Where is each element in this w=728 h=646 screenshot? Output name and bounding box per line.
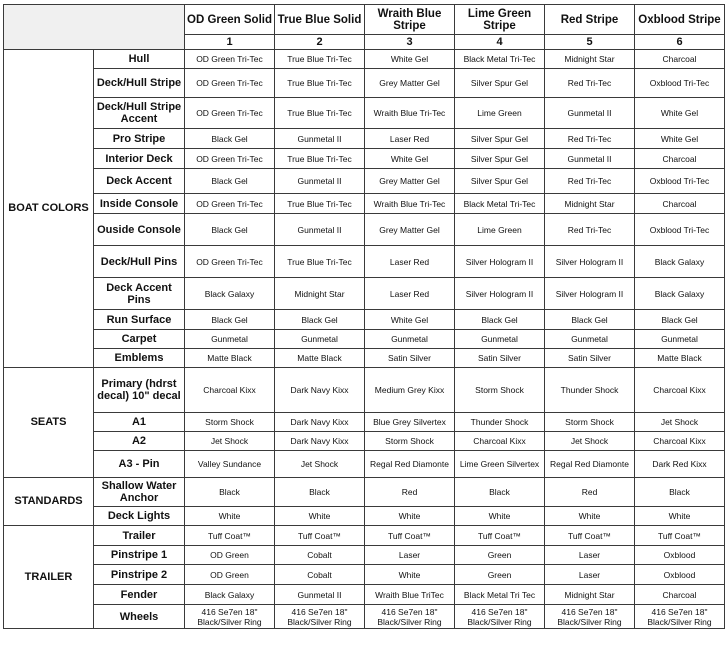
value-cell: Gunmetal II	[275, 129, 365, 149]
value-cell: Black	[455, 478, 545, 507]
row-label: A3 - Pin	[94, 451, 185, 478]
row-label: Pinstripe 2	[94, 565, 185, 585]
value-cell: True Blue Tri-Tec	[275, 69, 365, 98]
row-label: Deck/Hull Stripe	[94, 69, 185, 98]
value-cell: True Blue Tri-Tec	[275, 149, 365, 169]
value-cell: Wraith Blue Tri-Tec	[365, 194, 455, 214]
section-label: TRAILER	[4, 526, 94, 629]
value-cell: Regal Red Diamonte	[365, 451, 455, 478]
value-cell: Black Galaxy	[635, 246, 725, 278]
value-cell: Black Gel	[545, 310, 635, 330]
value-cell: Black Galaxy	[185, 585, 275, 605]
column-number: 6	[635, 35, 725, 50]
value-cell: Midnight Star	[545, 194, 635, 214]
value-cell: Charcoal Kixx	[635, 368, 725, 413]
value-cell: Dark Navy Kixx	[275, 368, 365, 413]
value-cell: Satin Silver	[545, 349, 635, 368]
row-label: Emblems	[94, 349, 185, 368]
value-cell: Jet Shock	[275, 451, 365, 478]
value-cell: Jet Shock	[185, 432, 275, 451]
value-cell: Tuff Coat™	[455, 526, 545, 546]
value-cell: Tuff Coat™	[365, 526, 455, 546]
value-cell: OD Green Tri-Tec	[185, 69, 275, 98]
value-cell: Lime Green	[455, 214, 545, 246]
row-label: Inside Console	[94, 194, 185, 214]
column-header: Red Stripe	[545, 5, 635, 35]
value-cell: Laser Red	[365, 278, 455, 310]
table-row	[4, 129, 725, 149]
row-label: Deck Accent	[94, 169, 185, 194]
value-cell: Grey Matter Gel	[365, 169, 455, 194]
value-cell: 416 Se7en 18" Black/Silver Ring	[365, 605, 455, 629]
value-cell: Oxblood	[635, 546, 725, 565]
row-label: Hull	[94, 50, 185, 69]
value-cell: Gunmetal	[185, 330, 275, 349]
table-row	[4, 310, 725, 330]
column-name-row	[4, 5, 725, 35]
value-cell: Red Tri-Tec	[545, 169, 635, 194]
value-cell: Midnight Star	[545, 50, 635, 69]
row-label: Ouside Console	[94, 214, 185, 246]
value-cell: Midnight Star	[275, 278, 365, 310]
value-cell: Dark Navy Kixx	[275, 432, 365, 451]
value-cell: Thunder Shock	[455, 413, 545, 432]
row-label: A2	[94, 432, 185, 451]
value-cell: Gunmetal	[455, 330, 545, 349]
value-cell: White	[455, 507, 545, 526]
value-cell: Laser Red	[365, 129, 455, 149]
value-cell: White	[185, 507, 275, 526]
value-cell: Black Metal Tri Tec	[455, 585, 545, 605]
row-label: Deck/Hull Pins	[94, 246, 185, 278]
value-cell: Storm Shock	[545, 413, 635, 432]
value-cell: Laser	[545, 546, 635, 565]
value-cell: Valley Sundance	[185, 451, 275, 478]
section-label: BOAT COLORS	[4, 50, 94, 368]
value-cell: White	[365, 507, 455, 526]
value-cell: Satin Silver	[365, 349, 455, 368]
value-cell: White	[365, 565, 455, 585]
value-cell: Charcoal	[635, 585, 725, 605]
value-cell: Silver Spur Gel	[455, 129, 545, 149]
value-cell: True Blue Tri-Tec	[275, 50, 365, 69]
value-cell: Black Gel	[635, 310, 725, 330]
value-cell: Jet Shock	[545, 432, 635, 451]
column-number: 4	[455, 35, 545, 50]
table-row	[4, 368, 725, 413]
table-row	[4, 451, 725, 478]
table-row	[4, 349, 725, 368]
column-header: Wraith Blue Stripe	[365, 5, 455, 35]
value-cell: Charcoal	[635, 194, 725, 214]
column-header: OD Green Solid	[185, 5, 275, 35]
column-header: Oxblood Stripe	[635, 5, 725, 35]
value-cell: Black Galaxy	[635, 278, 725, 310]
value-cell: White Gel	[635, 129, 725, 149]
value-cell: OD Green Tri-Tec	[185, 194, 275, 214]
value-cell: Silver Spur Gel	[455, 69, 545, 98]
table-row	[4, 278, 725, 310]
value-cell: Silver Hologram II	[545, 278, 635, 310]
value-cell: Charcoal Kixx	[635, 432, 725, 451]
value-cell: Green	[455, 565, 545, 585]
table-row	[4, 246, 725, 278]
value-cell: White	[275, 507, 365, 526]
row-label: Primary (hdrst decal) 10" decal	[94, 368, 185, 413]
value-cell: Red Tri-Tec	[545, 129, 635, 149]
header-corner	[4, 5, 185, 50]
value-cell: Silver Hologram II	[455, 246, 545, 278]
row-label: Interior Deck	[94, 149, 185, 169]
value-cell: Charcoal Kixx	[455, 432, 545, 451]
value-cell: Regal Red Diamonte	[545, 451, 635, 478]
value-cell: Satin Silver	[455, 349, 545, 368]
row-label: Deck Accent Pins	[94, 278, 185, 310]
value-cell: Lime Green	[455, 98, 545, 129]
value-cell: OD Green Tri-Tec	[185, 50, 275, 69]
table-row	[4, 330, 725, 349]
value-cell: Dark Navy Kixx	[275, 413, 365, 432]
column-number: 5	[545, 35, 635, 50]
value-cell: Grey Matter Gel	[365, 69, 455, 98]
table-row	[4, 69, 725, 98]
value-cell: Red	[545, 478, 635, 507]
value-cell: Silver Spur Gel	[455, 149, 545, 169]
value-cell: Black Gel	[185, 310, 275, 330]
value-cell: Matte Black	[635, 349, 725, 368]
value-cell: Wraith Blue Tri-Tec	[365, 98, 455, 129]
value-cell: Oxblood Tri-Tec	[635, 169, 725, 194]
value-cell: Cobalt	[275, 565, 365, 585]
value-cell: White	[545, 507, 635, 526]
value-cell: Black Metal Tri-Tec	[455, 50, 545, 69]
value-cell: Cobalt	[275, 546, 365, 565]
value-cell: Oxblood Tri-Tec	[635, 214, 725, 246]
value-cell: True Blue Tri-Tec	[275, 194, 365, 214]
value-cell: Gunmetal II	[545, 149, 635, 169]
value-cell: Charcoal	[635, 50, 725, 69]
row-label: Trailer	[94, 526, 185, 546]
value-cell: True Blue Tri-Tec	[275, 98, 365, 129]
value-cell: Storm Shock	[365, 432, 455, 451]
table-row	[4, 585, 725, 605]
value-cell: Laser Red	[365, 246, 455, 278]
row-label: Shallow Water Anchor	[94, 478, 185, 507]
column-header: True Blue Solid	[275, 5, 365, 35]
value-cell: Silver Hologram II	[455, 278, 545, 310]
row-label: A1	[94, 413, 185, 432]
value-cell: Gunmetal	[365, 330, 455, 349]
value-cell: Jet Shock	[635, 413, 725, 432]
value-cell: Grey Matter Gel	[365, 214, 455, 246]
value-cell: Charcoal Kixx	[185, 368, 275, 413]
value-cell: Storm Shock	[185, 413, 275, 432]
row-label: Carpet	[94, 330, 185, 349]
value-cell: Gunmetal II	[545, 98, 635, 129]
value-cell: Tuff Coat™	[275, 526, 365, 546]
value-cell: Black	[635, 478, 725, 507]
value-cell: Oxblood Tri-Tec	[635, 69, 725, 98]
value-cell: Dark Red Kixx	[635, 451, 725, 478]
row-label: Deck/Hull Stripe Accent	[94, 98, 185, 129]
value-cell: White	[635, 507, 725, 526]
column-header: Lime Green Stripe	[455, 5, 545, 35]
value-cell: Silver Spur Gel	[455, 169, 545, 194]
section-label: STANDARDS	[4, 478, 94, 526]
value-cell: Gunmetal	[275, 330, 365, 349]
value-cell: Green	[455, 546, 545, 565]
table-row	[4, 546, 725, 565]
table-header	[4, 5, 725, 50]
row-label: Wheels	[94, 605, 185, 629]
table-row	[4, 149, 725, 169]
table-row	[4, 98, 725, 129]
value-cell: Tuff Coat™	[185, 526, 275, 546]
value-cell: Thunder Shock	[545, 368, 635, 413]
table-row	[4, 526, 725, 546]
row-label: Pro Stripe	[94, 129, 185, 149]
value-cell: Gunmetal II	[275, 214, 365, 246]
value-cell: Midnight Star	[545, 585, 635, 605]
value-cell: Black Gel	[185, 169, 275, 194]
value-cell: Gunmetal II	[275, 585, 365, 605]
value-cell: OD Green	[185, 546, 275, 565]
value-cell: Matte Black	[275, 349, 365, 368]
table-row	[4, 565, 725, 585]
value-cell: Lime Green Silvertex	[455, 451, 545, 478]
value-cell: Black Gel	[185, 214, 275, 246]
value-cell: Gunmetal	[635, 330, 725, 349]
column-number: 2	[275, 35, 365, 50]
value-cell: Black Metal Tri-Tec	[455, 194, 545, 214]
value-cell: Laser	[545, 565, 635, 585]
row-label: Run Surface	[94, 310, 185, 330]
table-row	[4, 214, 725, 246]
table-row	[4, 169, 725, 194]
value-cell: Laser	[365, 546, 455, 565]
table-row	[4, 432, 725, 451]
value-cell: True Blue Tri-Tec	[275, 246, 365, 278]
table-body	[4, 50, 725, 629]
value-cell: White Gel	[365, 149, 455, 169]
value-cell: Red Tri-Tec	[545, 69, 635, 98]
value-cell: Silver Hologram II	[545, 246, 635, 278]
table-row	[4, 413, 725, 432]
value-cell: Black Gel	[455, 310, 545, 330]
value-cell: White Gel	[365, 310, 455, 330]
value-cell: Storm Shock	[455, 368, 545, 413]
value-cell: Black Gel	[275, 310, 365, 330]
value-cell: Black Galaxy	[185, 278, 275, 310]
value-cell: Red Tri-Tec	[545, 214, 635, 246]
value-cell: OD Green Tri-Tec	[185, 98, 275, 129]
row-label: Deck Lights	[94, 507, 185, 526]
table-row	[4, 605, 725, 629]
value-cell: Matte Black	[185, 349, 275, 368]
value-cell: OD Green Tri-Tec	[185, 246, 275, 278]
value-cell: Gunmetal	[545, 330, 635, 349]
column-number: 3	[365, 35, 455, 50]
value-cell: Tuff Coat™	[635, 526, 725, 546]
row-label: Pinstripe 1	[94, 546, 185, 565]
value-cell: Black	[185, 478, 275, 507]
section-label: SEATS	[4, 368, 94, 478]
value-cell: Blue Grey Silvertex	[365, 413, 455, 432]
table-row	[4, 50, 725, 69]
value-cell: 416 Se7en 18" Black/Silver Ring	[275, 605, 365, 629]
column-number: 1	[185, 35, 275, 50]
value-cell: Medium Grey Kixx	[365, 368, 455, 413]
value-cell: 416 Se7en 18" Black/Silver Ring	[635, 605, 725, 629]
table-row	[4, 478, 725, 507]
value-cell: Charcoal	[635, 149, 725, 169]
table-row	[4, 507, 725, 526]
table-row	[4, 194, 725, 214]
value-cell: Black	[275, 478, 365, 507]
value-cell: White Gel	[365, 50, 455, 69]
value-cell: Red	[365, 478, 455, 507]
value-cell: Black Gel	[185, 129, 275, 149]
value-cell: Tuff Coat™	[545, 526, 635, 546]
value-cell: Gunmetal II	[275, 169, 365, 194]
value-cell: White Gel	[635, 98, 725, 129]
value-cell: 416 Se7en 18" Black/Silver Ring	[185, 605, 275, 629]
value-cell: OD Green	[185, 565, 275, 585]
value-cell: 416 Se7en 18" Black/Silver Ring	[545, 605, 635, 629]
row-label: Fender	[94, 585, 185, 605]
value-cell: Oxblood	[635, 565, 725, 585]
value-cell: Wraith Blue TriTec	[365, 585, 455, 605]
color-options-table	[3, 4, 725, 629]
value-cell: 416 Se7en 18" Black/Silver Ring	[455, 605, 545, 629]
value-cell: OD Green Tri-Tec	[185, 149, 275, 169]
